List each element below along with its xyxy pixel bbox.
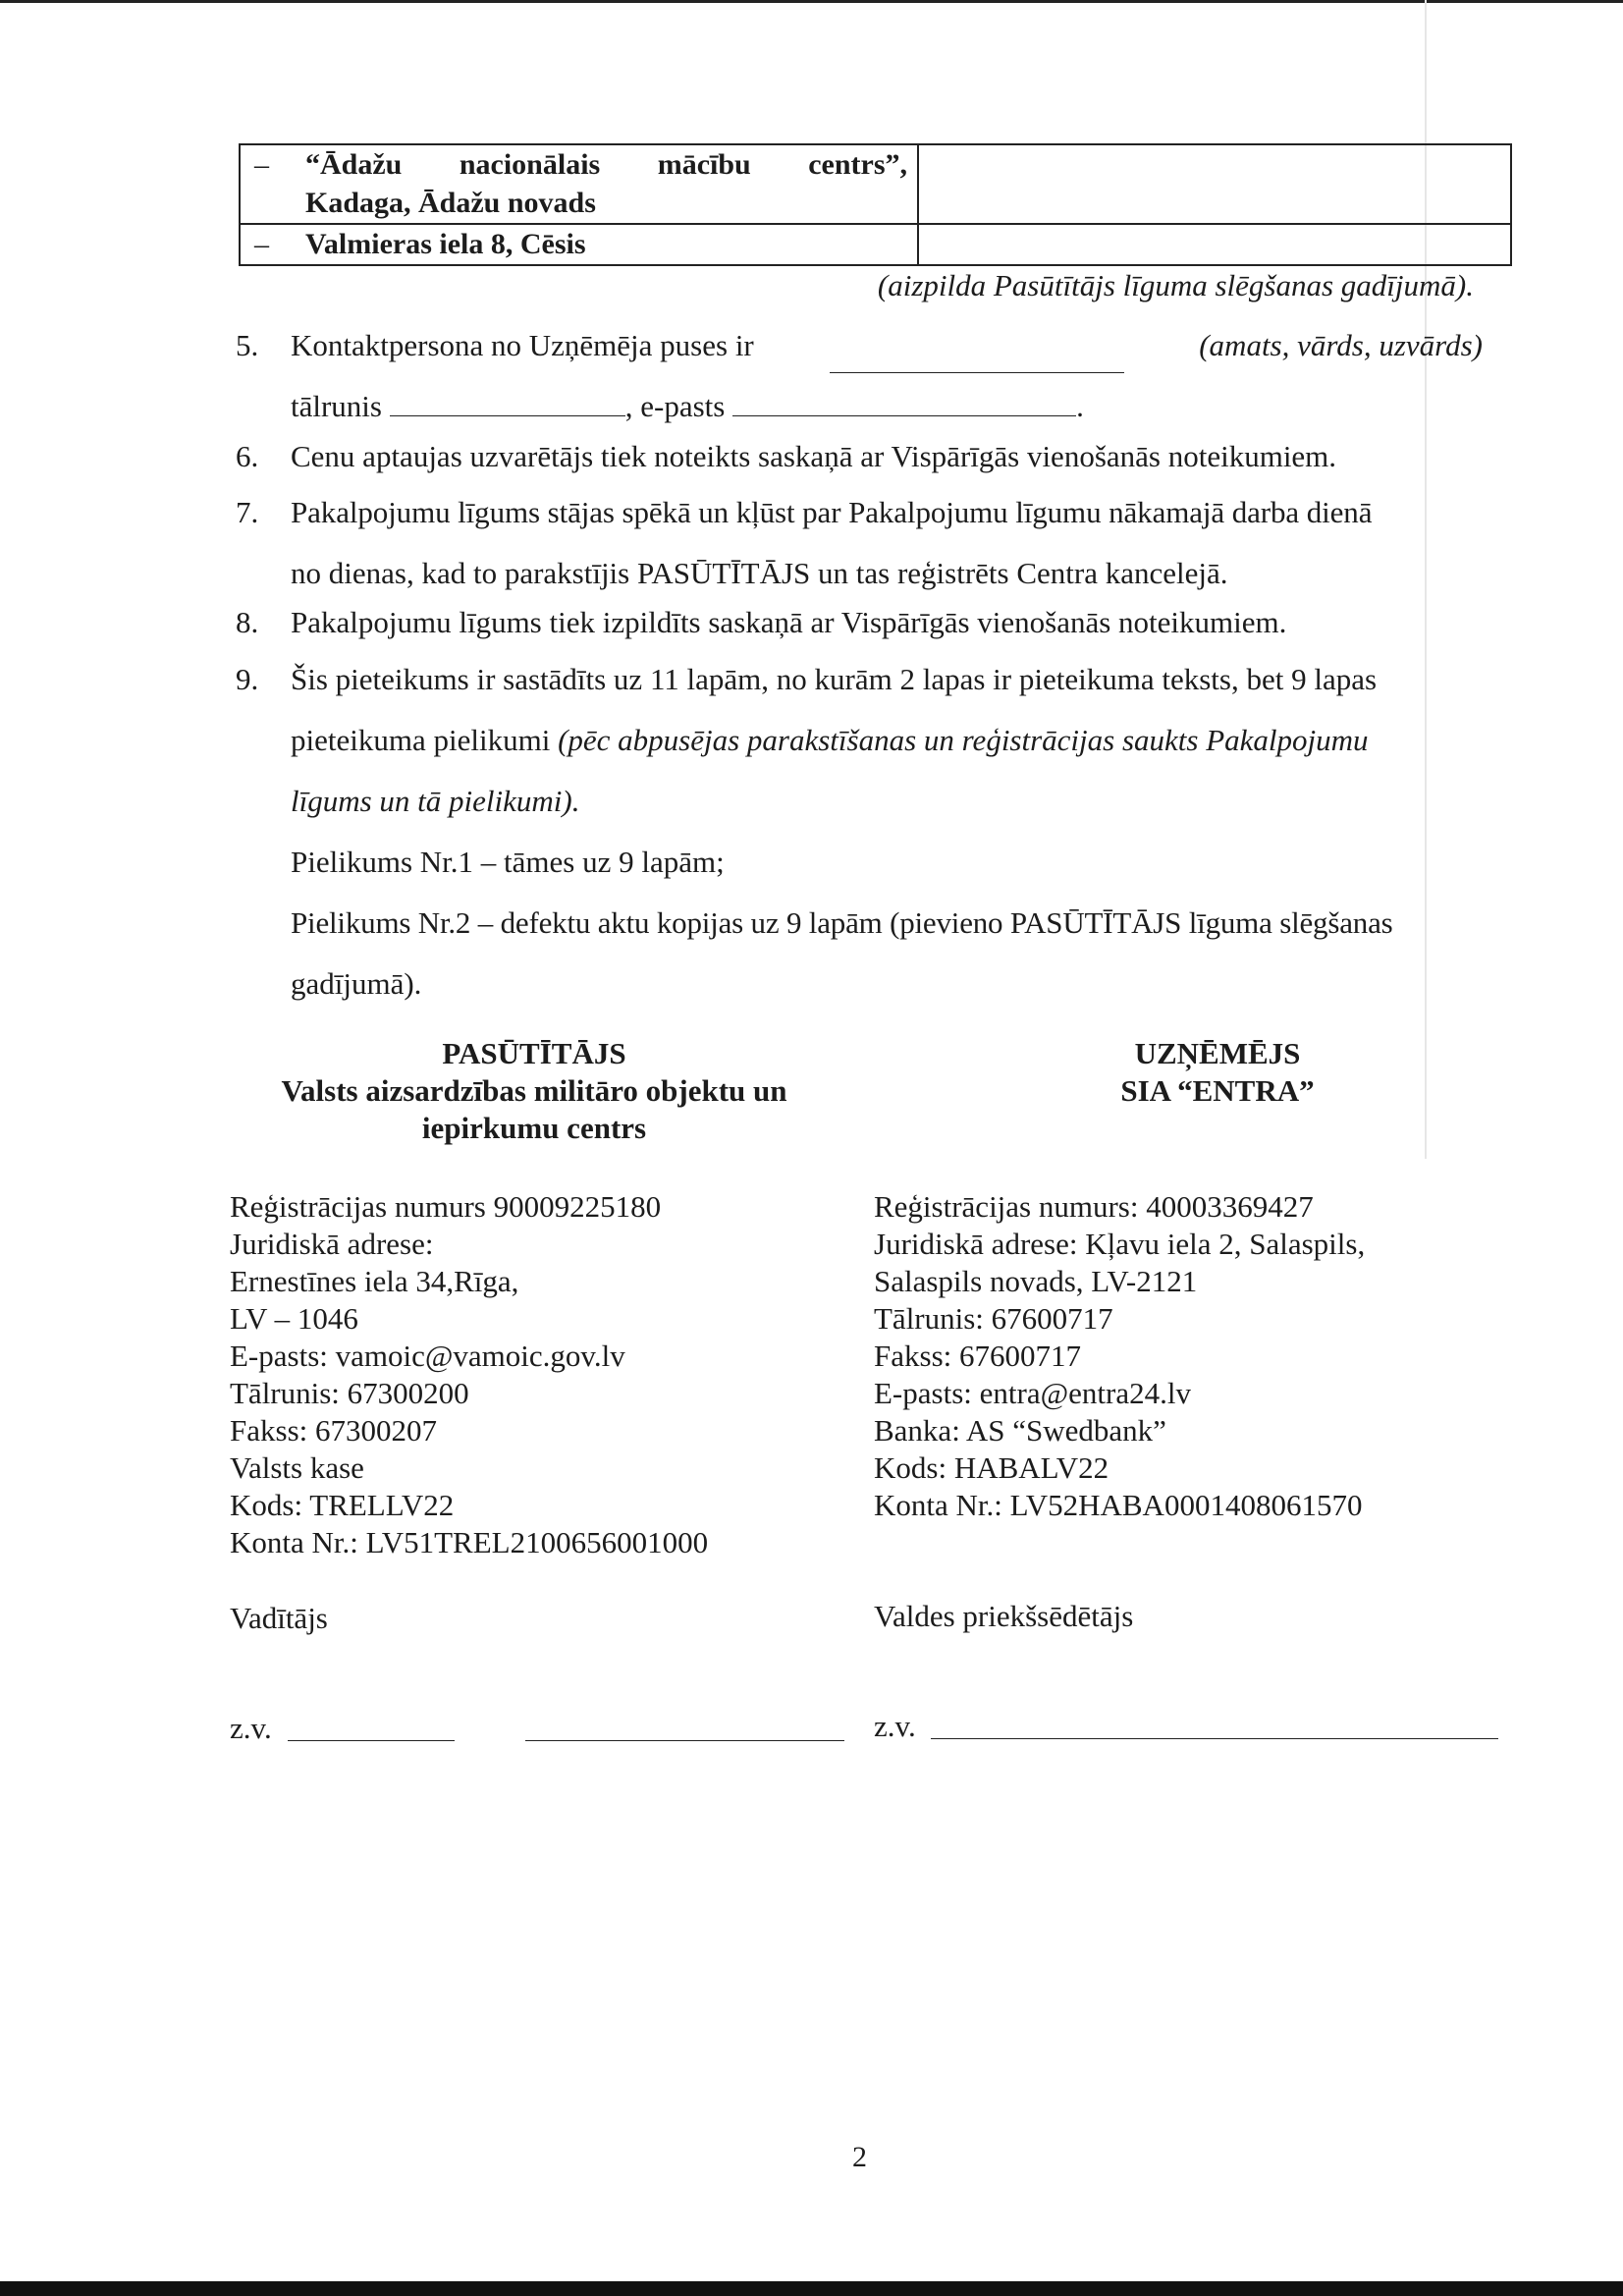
clause-body bbox=[291, 649, 1483, 1014]
empty-cell bbox=[918, 144, 1511, 224]
customer-detail-line: Juridiskā adrese: bbox=[230, 1227, 434, 1261]
customer-signature-line[interactable] bbox=[288, 1740, 455, 1741]
clause-italic-text: (pēc abpusējas parakstīšanas un reģistrācijas saukts Pakalpojumu bbox=[558, 723, 1369, 757]
scan-bottom-edge bbox=[0, 2281, 1623, 2296]
location-item bbox=[241, 225, 917, 263]
clause-text: Cenu aptaujas uzvarētājs tiek noteikts saskaņā ar Vispārīgās vienošanās noteikumiem. bbox=[291, 439, 1337, 473]
clause-body bbox=[291, 482, 1483, 604]
contractor-detail-line: Reģistrācijas numurs: 40003369427 bbox=[874, 1189, 1314, 1224]
customer-detail-line: Ernestīnes iela 34,Rīga, bbox=[230, 1264, 519, 1298]
clause-number: 5. bbox=[236, 328, 259, 362]
location-word: “Ādažu bbox=[305, 148, 403, 181]
contractor-detail-line: Tālrunis: 67600717 bbox=[874, 1301, 1113, 1336]
contractor-stamp-label: z.v. bbox=[874, 1709, 916, 1743]
contractor-heading: UZŅĒMĒJS bbox=[1134, 1036, 1301, 1070]
list-dash: – bbox=[254, 228, 269, 260]
contractor-detail-line: Konta Nr.: LV52HABA0001408061570 bbox=[874, 1488, 1363, 1522]
email-label: , e-pasts bbox=[624, 389, 726, 423]
contractor-signature-line[interactable] bbox=[931, 1738, 1498, 1739]
clause-line: Pakalpojumu līgums stājas spēkā un kļūst par Pakalpojumu līgumu nākamajā darba dienā bbox=[291, 495, 1373, 529]
phone-field[interactable] bbox=[390, 388, 625, 416]
contact-person-field[interactable] bbox=[830, 345, 1124, 373]
contractor-detail-line: Fakss: 67600717 bbox=[874, 1339, 1081, 1373]
contractor-detail-line: Kods: HABALV22 bbox=[874, 1450, 1109, 1485]
table-row bbox=[240, 144, 1511, 224]
scan-top-edge bbox=[0, 0, 1623, 3]
table-note: (aizpilda Pasūtītājs līguma slēgšanas gadījumā). bbox=[877, 268, 1474, 302]
clause-body bbox=[291, 315, 1483, 437]
contractor-heading-block bbox=[1011, 1035, 1424, 1110]
email-field[interactable] bbox=[732, 388, 1076, 416]
customer-name-line[interactable] bbox=[525, 1740, 844, 1741]
table-row bbox=[240, 224, 1511, 265]
locations-table bbox=[239, 143, 1512, 266]
customer-detail-line: Kods: TRELLV22 bbox=[230, 1488, 455, 1522]
customer-detail-line: Tālrunis: 67300200 bbox=[230, 1376, 469, 1410]
customer-org-name-2: iepirkumu centrs bbox=[421, 1111, 647, 1145]
clause-italic-text: līgums un tā pielikumi). bbox=[291, 784, 580, 818]
contractor-detail-line: Juridiskā adrese: Kļavu iela 2, Salaspils, bbox=[874, 1227, 1366, 1261]
location-name: Valmieras iela 8, Cēsis bbox=[305, 228, 586, 260]
customer-org-name: Valsts aizsardzības militāro objektu un bbox=[281, 1073, 787, 1108]
contractor-detail-line: Salaspils novads, LV-2121 bbox=[874, 1264, 1198, 1298]
clause-8 bbox=[236, 592, 1483, 653]
phone-label: tālrunis bbox=[291, 389, 382, 423]
annex-1: Pielikums Nr.1 – tāmes uz 9 lapām; bbox=[291, 845, 725, 879]
annex-2-end: gadījumā). bbox=[291, 966, 422, 1001]
clause-number: 8. bbox=[236, 605, 259, 639]
location-cell bbox=[240, 144, 918, 224]
clause-end: . bbox=[1076, 389, 1084, 423]
annex-2: Pielikums Nr.2 – defektu aktu kopijas uz 9 lapām (pievieno PASŪTĪTĀJS līguma slēgšanas bbox=[291, 905, 1393, 940]
clause-9 bbox=[236, 649, 1483, 1014]
clause-line: no dienas, kad to parakstījis PASŪTĪTĀJS un tas reģistrēts Centra kancelejā. bbox=[291, 556, 1228, 590]
location-word: mācību bbox=[657, 148, 751, 181]
customer-detail-line: Reģistrācijas numurs 90009225180 bbox=[230, 1189, 662, 1224]
clause-6 bbox=[236, 426, 1483, 487]
contractor-detail-line: Banka: AS “Swedbank” bbox=[874, 1413, 1166, 1448]
clause-line bbox=[291, 710, 1483, 771]
clause-number: 7. bbox=[236, 495, 259, 529]
customer-heading-block bbox=[230, 1035, 839, 1147]
customer-detail-line: LV – 1046 bbox=[230, 1301, 358, 1336]
location-name-line-2: Kadaga, Ādažu novads bbox=[305, 187, 596, 219]
clause-5 bbox=[236, 315, 1483, 437]
contractor-details bbox=[874, 1188, 1365, 1524]
customer-role: Vadītājs bbox=[230, 1601, 328, 1635]
customer-email: E-pasts: vamoic@vamoic.gov.lv bbox=[230, 1339, 625, 1373]
empty-cell bbox=[918, 224, 1511, 265]
clause-text: Kontaktpersona no Uzņēmēja puses ir bbox=[291, 328, 754, 362]
customer-details bbox=[230, 1188, 708, 1561]
customer-stamp-label: z.v. bbox=[230, 1711, 272, 1745]
clause-text: pieteikuma pielikumi bbox=[291, 723, 551, 757]
clause-number: 9. bbox=[236, 662, 259, 696]
contractor-role: Valdes priekšsēdētājs bbox=[874, 1599, 1134, 1633]
customer-detail-line: Konta Nr.: LV51TREL2100656001000 bbox=[230, 1525, 709, 1559]
contractor-email: E-pasts: entra@entra24.lv bbox=[874, 1376, 1191, 1410]
customer-detail-line: Fakss: 67300207 bbox=[230, 1413, 437, 1448]
clause-hint: (amats, vārds, uzvārds) bbox=[1199, 328, 1483, 362]
clause-text: Pakalpojumu līgums tiek izpildīts saskaņā ar Vispārīgās vienošanās noteikumiem. bbox=[291, 605, 1287, 639]
location-cell bbox=[240, 224, 918, 265]
customer-heading: PASŪTĪTĀJS bbox=[442, 1036, 626, 1070]
customer-detail-line: Valsts kase bbox=[230, 1450, 364, 1485]
clause-line bbox=[291, 315, 1483, 376]
contractor-org-name: SIA “ENTRA” bbox=[1120, 1073, 1315, 1108]
clause-7 bbox=[236, 482, 1483, 604]
list-dash: – bbox=[254, 148, 269, 181]
location-word: nacionālais bbox=[459, 148, 601, 181]
clause-number: 6. bbox=[236, 439, 259, 473]
location-word: centrs”, bbox=[808, 148, 907, 181]
location-item bbox=[241, 145, 917, 222]
location-name-line bbox=[305, 145, 917, 184]
page-number: 2 bbox=[852, 2141, 867, 2173]
clause-line: Šis pieteikums ir sastādīts uz 11 lapām, no kurām 2 lapas ir pieteikuma teksts, bet 9 lapas bbox=[291, 662, 1378, 696]
